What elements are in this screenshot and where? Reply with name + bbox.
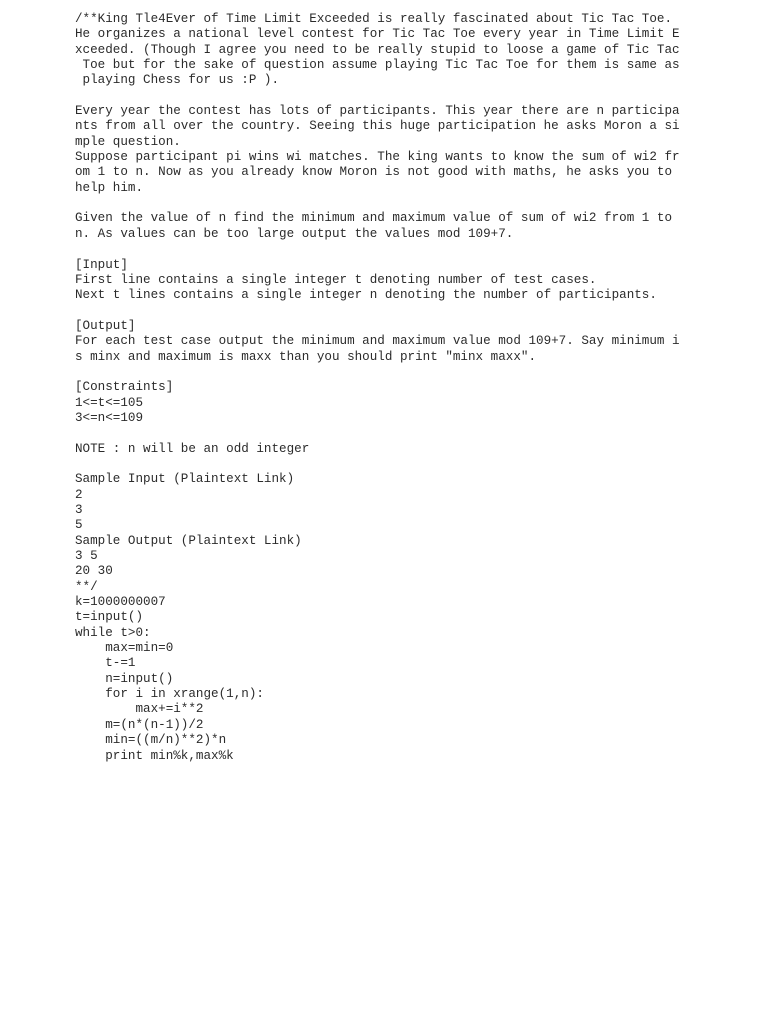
document-line: 20 30 (75, 564, 113, 579)
document-line: 2 (75, 487, 83, 502)
document-line: Sample Input (Plaintext Link) (75, 472, 295, 487)
document-line (75, 304, 755, 319)
document-line: help him. (75, 180, 144, 195)
document-line: for i in xrange(1,n): (75, 687, 264, 702)
document-line: NOTE : n will be an odd integer (75, 441, 310, 456)
document-line: [Input] (75, 257, 128, 272)
document-line: max+=i**2 (75, 702, 204, 717)
document-line: max=min=0 (75, 641, 174, 656)
document-line (75, 89, 755, 104)
document-line: k=1000000007 (75, 595, 166, 610)
document-line: om 1 to n. Now as you already know Moron is not good with maths, he asks you to (75, 165, 673, 180)
document-line: He organizes a national level contest for Tic Tac Toe every year in Time Limit E (75, 27, 680, 42)
document-line: [Output] (75, 318, 136, 333)
document-line: xceeded. (Though I agree you need to be really stupid to loose a game of Tic Tac (75, 42, 680, 57)
document-line: m=(n*(n-1))/2 (75, 717, 204, 732)
document-line: [Constraints] (75, 380, 174, 395)
document-line: s minx and maximum is maxx than you should print "minx maxx". (75, 349, 537, 364)
document-line: For each test case output the minimum and maximum value mod 109+7. Say minimum i (75, 334, 680, 349)
document-line: Suppose participant pi wins wi matches. The king wants to know the sum of wi2 fr (75, 150, 680, 165)
document-line (75, 365, 755, 380)
document-line: 3 5 (75, 549, 98, 564)
document-line: Next t lines contains a single integer n denoting the number of participants. (75, 288, 657, 303)
document-line: n. As values can be too large output the values mod 109+7. (75, 226, 514, 241)
document-line (75, 426, 755, 441)
document-line: **/ (75, 579, 98, 594)
document-line: t=input() (75, 610, 144, 625)
document-line: while t>0: (75, 625, 151, 640)
document-line: Sample Output (Plaintext Link) (75, 533, 302, 548)
document-line: min=((m/n)**2)*n (75, 733, 227, 748)
document-line: Toe but for the sake of question assume playing Tic Tac Toe for them is same as (75, 58, 680, 73)
document-line: 5 (75, 518, 83, 533)
document-line: print min%k,max%k (75, 748, 234, 763)
document-line: t-=1 (75, 656, 136, 671)
code-document (75, 12, 755, 764)
document-line: playing Chess for us :P ). (75, 73, 280, 88)
document-line: Given the value of n find the minimum and maximum value of sum of wi2 from 1 to (75, 211, 673, 226)
document-line: mple question. (75, 134, 181, 149)
document-line: First line contains a single integer t denoting number of test cases. (75, 272, 597, 287)
document-line (75, 457, 755, 472)
document-line: /**King Tle4Ever of Time Limit Exceeded is really fascinated about Tic Tac Toe. (75, 12, 673, 26)
document-line: 3 (75, 503, 83, 517)
document-line: 3<=n<=109 (75, 410, 144, 425)
document-line (75, 242, 755, 257)
document-line: n=input() (75, 671, 174, 686)
document-line: Every year the contest has lots of participants. This year there are n participa (75, 104, 680, 119)
document-line (75, 196, 755, 211)
document-line: nts from all over the country. Seeing this huge participation he asks Moron a si (75, 119, 680, 134)
document-line: 1<=t<=105 (75, 395, 144, 410)
